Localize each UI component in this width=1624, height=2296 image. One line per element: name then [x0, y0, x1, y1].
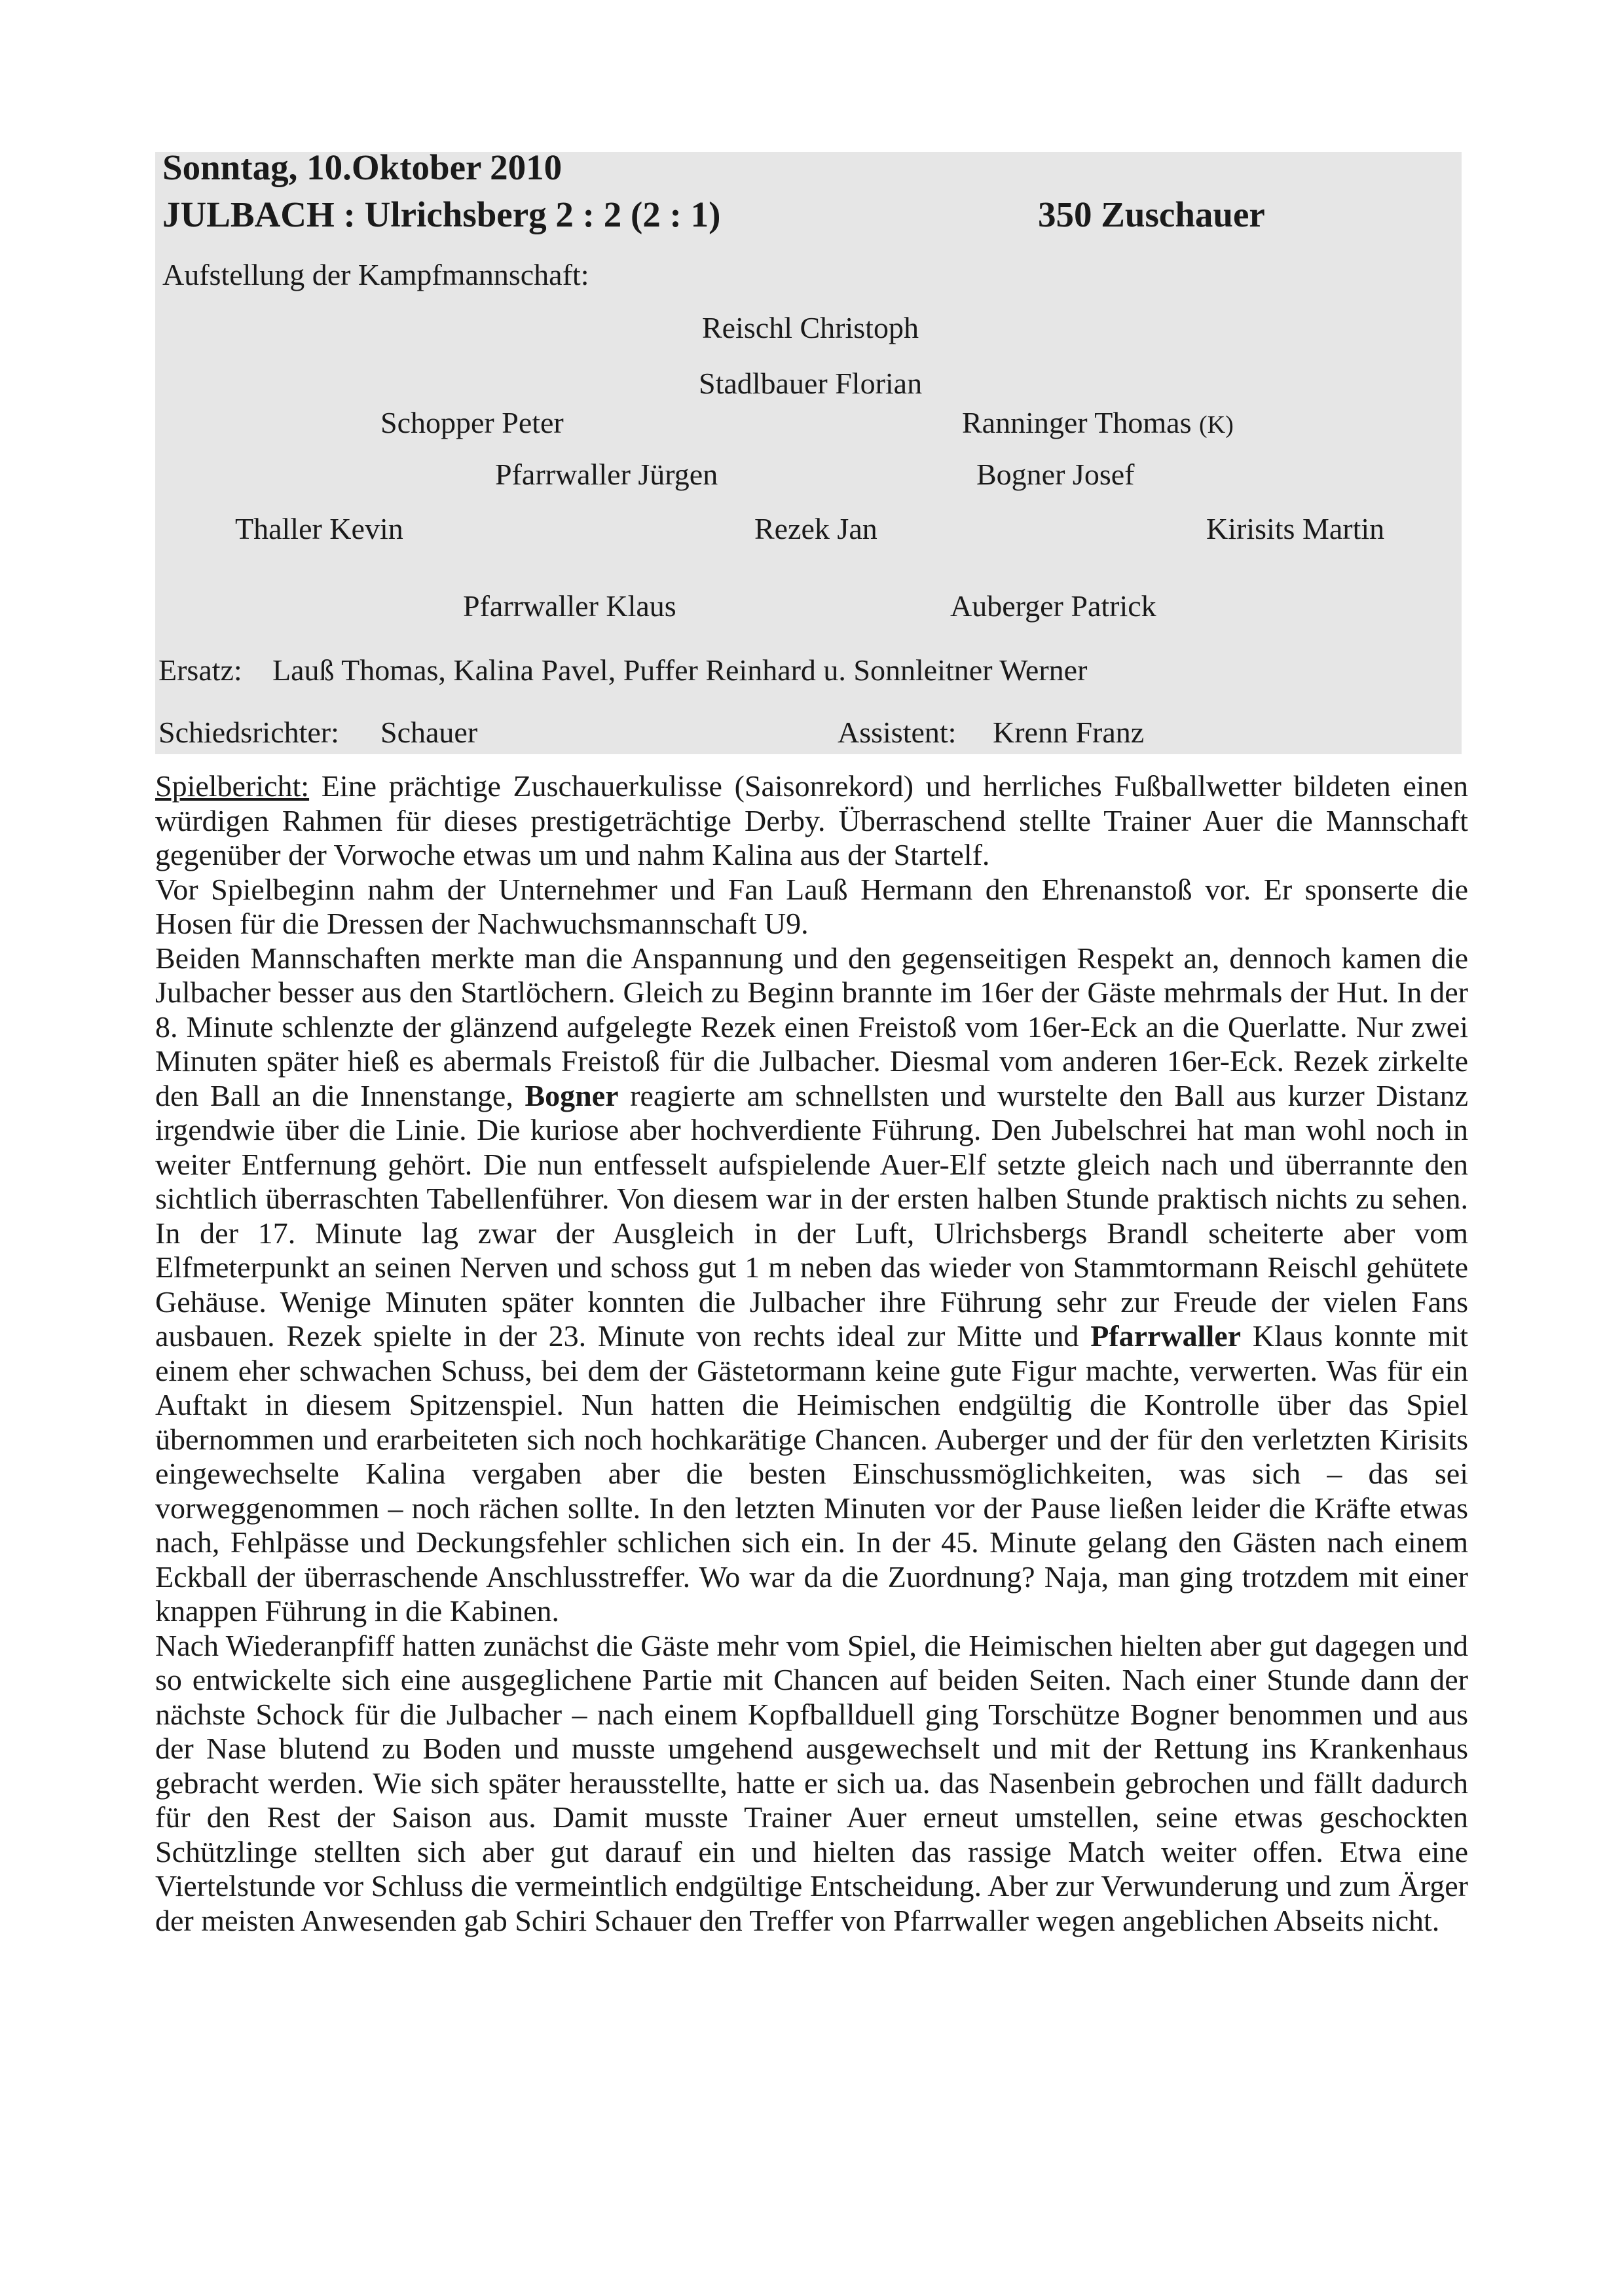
player-defender-left: Schopper Peter	[380, 406, 564, 439]
substitutes-label: Ersatz:	[158, 653, 242, 687]
player-forward-left: Pfarrwaller Klaus	[463, 589, 676, 623]
report-paragraph: Nach Wiederanpfiff hatten zunächst die Gäste mehr vom Spiel, die Heimischen hielten aber gut dagegen und so entwickelte sich eine ausgeglichene Partie mit Chancen auf beiden Seiten. Nach einer Stunde dann der nächste Schock für die Julbacher – nach einem Kopfballduell ging Torschütze Bogner benommen und aus der Nase blutend zu Boden und musste umgehend ausgewechselt und mit der Rettung ins Krankenhaus gebracht werden. Wie sich später herausstellte, hatte er sich ua. das Nasenbein gebrochen und fällt dadurch für den Rest der Saison aus. Damit musste Trainer Auer erneut umstellen, seine etwas geschockten Schützlinge stellten sich aber gut darauf ein und hielten das rassige Match weiter offen. Etwa eine Viertelstunde vor Schluss die vermeintlich endgültige Entscheidung. Aber zur Verwunderung und zum Ärger der meisten Anwesenden gab Schiri Schauer den Treffer von Pfarrwaller wegen angeblichen Abseits nicht.	[155, 1628, 1468, 1937]
referee-label: Schiedsrichter:	[158, 716, 339, 749]
report-text: Eine prächtige Zuschauerkulisse (Saisonrekord) und herrliches Fußballwetter bildeten einen würdigen Rahmen für dieses prestigeträchtige Derby. Überraschend stellte Trainer Auer die Mannschaft gegenüber der Vorwoche etwas um und nahm Kalina aus der Startelf.	[155, 769, 1468, 871]
player-sweeper: Stadlbauer Florian	[699, 367, 923, 400]
assistant-name: Krenn Franz	[993, 716, 1145, 749]
player-midfield-right: Bogner Josef	[976, 458, 1135, 491]
player-wing-right: Kirisits Martin	[1206, 512, 1385, 545]
player-name: Ranninger Thomas	[962, 406, 1192, 439]
report-text: Klaus konnte mit einem eher schwachen Schuss, bei dem der Gästetormann keine gute Figur machte, verwerten. Was für ein Auftakt in diesem Spitzenspiel. Nun hatten die Heimischen endgültig die Kontrolle über das Spiel übernommen und erarbeiteten sich noch hochkarätige Chancen. Auberger und der für den verletzten Kirisits eingewechselte Kalina vergaben aber die besten Einschussmöglichkeiten, was sich – das sei vorweggenommen – noch rächen sollte. In den letzten Minuten vor der Pause ließen leider die Kräfte etwas nach, Fehlpässe und Deckungsfehler schlichen sich ein. In der 45. Minute gelang den Gästen nach einem Eckball der überraschende Anschlusstreffer. Wo war da die Zuordnung? Naja, man ging trotzdem mit einer knappen Führung in die Kabinen.	[155, 1319, 1468, 1628]
report-heading: Spielbericht:	[155, 769, 310, 803]
report-paragraph: Vor Spielbeginn nahm der Unternehmer und Fan Lauß Hermann den Ehrenanstoß vor. Er sponserte die Hosen für die Dressen der Nachwuchsmannschaft U9.	[155, 872, 1468, 940]
assistant-label: Assistent:	[838, 716, 957, 749]
player-center: Rezek Jan	[754, 512, 877, 545]
player-forward-right: Auberger Patrick	[950, 589, 1156, 623]
player-goalkeeper: Reischl Christoph	[702, 311, 919, 344]
report-paragraph	[155, 769, 1468, 873]
scorer-name: Bogner	[525, 1078, 619, 1112]
player-wing-left: Thaller Kevin	[235, 512, 403, 545]
spectator-count: 350 Zuschauer	[1038, 194, 1265, 234]
player-midfield-left: Pfarrwaller Jürgen	[495, 458, 718, 491]
lineup-label: Aufstellung der Kampfmannschaft:	[162, 258, 589, 291]
scorer-name: Pfarrwaller	[1090, 1319, 1242, 1353]
substitutes-names: Lauß Thomas, Kalina Pavel, Puffer Reinhard u. Sonnleitner Werner	[272, 653, 1088, 687]
match-date: Sonntag, 10.Oktober 2010	[162, 147, 563, 187]
match-report	[155, 769, 1468, 1938]
captain-badge: (K)	[1198, 411, 1234, 439]
report-paragraph	[155, 941, 1468, 1629]
referee-name: Schauer	[380, 716, 478, 749]
player-defender-right	[962, 406, 1234, 442]
match-result: JULBACH : Ulrichsberg 2 : 2 (2 : 1)	[162, 194, 721, 234]
report-text: Beiden Mannschaften merkte man die Anspannung und den gegenseitigen Respekt an, dennoch kamen die Julbacher besser aus den Startlöchern. Gleich zu Beginn brannte im 16er der Gäste mehrmals der Hut. In der 8. Minute schlenzte der glänzend aufgelegte Rezek einen Freistoß vom 16er-Eck an die Querlatte. Nur zwei Minuten später hieß es abermals Freistoß für die Julbacher. Diesmal vom anderen 16er-Eck. Rezek zirkelte den Ball an die Innenstange,	[155, 941, 1468, 1112]
report-text: reagierte am schnellsten und wurstelte den Ball aus kurzer Distanz irgendwie über die Linie. Die kuriose aber hochverdiente Führung. Den Jubelschrei hat man wohl noch in weiter Entfernung gehört. Die nun entfesselt aufspielende Auer-Elf setzte gleich nach und überrannte den sichtlich überraschten Tabellenführer. Von diesem war in der ersten halben Stunde praktisch nichts zu sehen. In der 17. Minute lag zwar der Ausgleich in der Luft, Ulrichsbergs Brandl scheiterte aber vom Elfmeterpunkt an seinen Nerven und schoss gut 1 m neben das wieder von Stammtormann Reischl gehütete Gehäuse. Wenige Minuten später konnten die Julbacher ihre Führung sehr zur Freude der vielen Fans ausbauen. Rezek spielte in der 23. Minute von rechts ideal zur Mitte und	[155, 1078, 1468, 1353]
